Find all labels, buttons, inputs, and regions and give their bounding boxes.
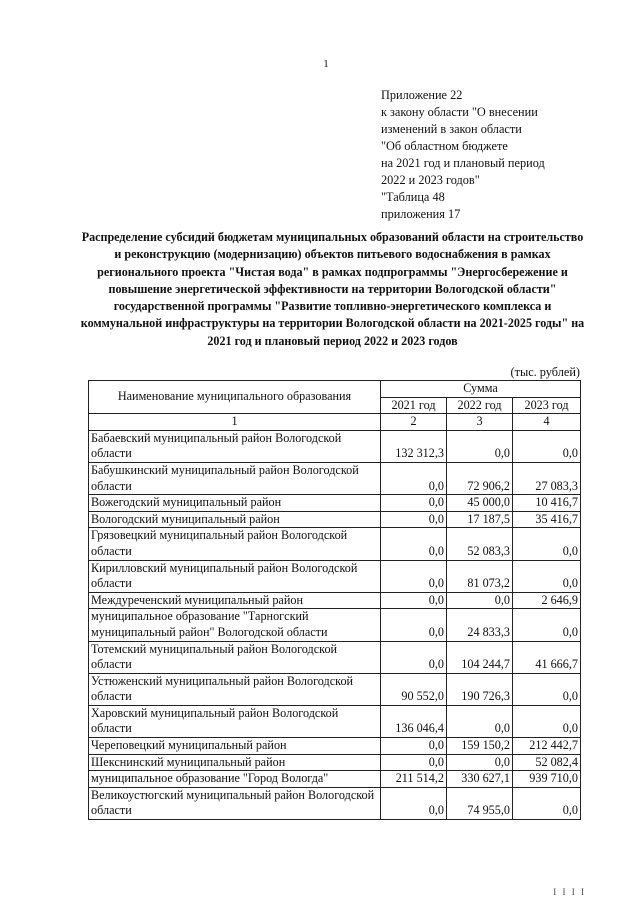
value-2021: 0,0 — [381, 738, 447, 755]
document-title: Распределение субсидий бюджетам муниципальных образований области на строительство и реконструкцию (модернизацию) объектов питьевого водоснабжения в рамках регионального проекта "Чистая вода" в рамках подпрограммы "Энергосбережение и повышение энергетической эффективности на территории Вологодской области" государственной программы "Развитие топливно-энергетического комплекса и коммунальной инфраструктуры на территории Вологодской области на 2021-2025 годы" на 2021 год и плановый период 2022 и 2023 годов — [80, 230, 585, 348]
value-2022: 159 150,2 — [447, 738, 513, 755]
value-2023: 0,0 — [513, 673, 581, 705]
value-2023: 0,0 — [513, 609, 581, 641]
value-2022: 0,0 — [447, 754, 513, 771]
value-2022: 0,0 — [447, 705, 513, 737]
table-body — [89, 430, 581, 819]
subsidy-table — [88, 380, 581, 820]
value-2021: 0,0 — [381, 754, 447, 771]
municipality-name: Харовский муниципальный район Вологодской области — [89, 705, 381, 737]
appendix-line: "Об областном бюджете — [381, 139, 508, 153]
header-name: Наименование муниципального образования — [89, 381, 381, 414]
table-row — [89, 495, 581, 512]
municipality-name: Бабаевский муниципальный район Вологодской области — [89, 430, 381, 462]
value-2023: 212 442,7 — [513, 738, 581, 755]
value-2021: 90 552,0 — [381, 673, 447, 705]
value-2021: 0,0 — [381, 560, 447, 592]
municipality-name: Великоустюгский муниципальный район Вологодской области — [89, 787, 381, 819]
table-row — [89, 738, 581, 755]
value-2021: 0,0 — [381, 641, 447, 673]
value-2022: 24 833,3 — [447, 609, 513, 641]
appendix-line: 2022 и 2023 годов" — [381, 173, 480, 187]
value-2023: 0,0 — [513, 560, 581, 592]
municipality-name: Вологодский муниципальный район — [89, 511, 381, 528]
value-2023: 41 666,7 — [513, 641, 581, 673]
col-number: 1 — [89, 414, 381, 431]
value-2022: 81 073,2 — [447, 560, 513, 592]
value-2021: 211 514,2 — [381, 771, 447, 788]
table-row — [89, 609, 581, 641]
value-2023: 0,0 — [513, 430, 581, 462]
value-2021: 0,0 — [381, 787, 447, 819]
table-row — [89, 462, 581, 494]
value-2022: 17 187,5 — [447, 511, 513, 528]
col-number: 3 — [447, 414, 513, 431]
value-2022: 190 726,3 — [447, 673, 513, 705]
municipality-name: Кирилловский муниципальный район Вологодской области — [89, 560, 381, 592]
value-2022: 0,0 — [447, 592, 513, 609]
municipality-name: Междуреченский муниципальный район — [89, 592, 381, 609]
table-row — [89, 771, 581, 788]
appendix-line: приложения 17 — [381, 207, 461, 221]
appendix-line: "Таблица 48 — [381, 190, 445, 204]
value-2023: 0,0 — [513, 705, 581, 737]
table-row — [89, 511, 581, 528]
header-sum: Сумма — [381, 381, 581, 398]
municipality-name: Тотемский муниципальный район Вологодской области — [89, 641, 381, 673]
value-2022: 45 000,0 — [447, 495, 513, 512]
value-2021: 136 046,4 — [381, 705, 447, 737]
municipality-name: Грязовецкий муниципальный район Вологодской области — [89, 528, 381, 560]
table-row — [89, 560, 581, 592]
table-row — [89, 528, 581, 560]
value-2023: 52 082,4 — [513, 754, 581, 771]
value-2023: 10 416,7 — [513, 495, 581, 512]
value-2021: 0,0 — [381, 462, 447, 494]
value-2022: 0,0 — [447, 430, 513, 462]
value-2023: 0,0 — [513, 528, 581, 560]
appendix-line: на 2021 год и плановый период — [381, 156, 545, 170]
municipality-name: муниципальное образование "Тарногский муниципальный район" Вологодской области — [89, 609, 381, 641]
value-2022: 104 244,7 — [447, 641, 513, 673]
value-2022: 330 627,1 — [447, 771, 513, 788]
corner-mark: I I I I — [553, 887, 586, 897]
municipality-name: Череповецкий муниципальный район — [89, 738, 381, 755]
value-2021: 0,0 — [381, 609, 447, 641]
value-2021: 0,0 — [381, 511, 447, 528]
value-2023: 35 416,7 — [513, 511, 581, 528]
table-row — [89, 787, 581, 819]
table-row — [89, 754, 581, 771]
value-2021: 0,0 — [381, 495, 447, 512]
value-2021: 0,0 — [381, 592, 447, 609]
value-2021: 132 312,3 — [381, 430, 447, 462]
header-year-2021: 2021 год — [381, 397, 447, 414]
municipality-name: Вожегодский муниципальный район — [89, 495, 381, 512]
unit-label: (тыс. рублей) — [510, 365, 580, 379]
value-2021: 0,0 — [381, 528, 447, 560]
table-row — [89, 673, 581, 705]
municipality-name: Бабушкинский муниципальный район Вологодской области — [89, 462, 381, 494]
value-2022: 52 083,3 — [447, 528, 513, 560]
appendix-line: изменений в закон области — [381, 122, 522, 136]
value-2023: 939 710,0 — [513, 771, 581, 788]
page-number: 1 — [323, 58, 329, 70]
value-2022: 72 906,2 — [447, 462, 513, 494]
municipality-name: Устюженский муниципальный район Вологодской области — [89, 673, 381, 705]
table-row — [89, 705, 581, 737]
value-2023: 2 646,9 — [513, 592, 581, 609]
table-row — [89, 641, 581, 673]
header-year-2023: 2023 год — [513, 397, 581, 414]
header-year-2022: 2022 год — [447, 397, 513, 414]
municipality-name: муниципальное образование "Город Вологда" — [89, 771, 381, 788]
table-row — [89, 430, 581, 462]
municipality-name: Шекснинский муниципальный район — [89, 754, 381, 771]
appendix-block — [381, 87, 545, 223]
table-row — [89, 592, 581, 609]
value-2023: 27 083,3 — [513, 462, 581, 494]
value-2022: 74 955,0 — [447, 787, 513, 819]
value-2023: 0,0 — [513, 787, 581, 819]
appendix-line: Приложение 22 — [381, 88, 463, 102]
col-number: 4 — [513, 414, 581, 431]
appendix-line: к закону области "О внесении — [381, 105, 538, 119]
col-number: 2 — [381, 414, 447, 431]
